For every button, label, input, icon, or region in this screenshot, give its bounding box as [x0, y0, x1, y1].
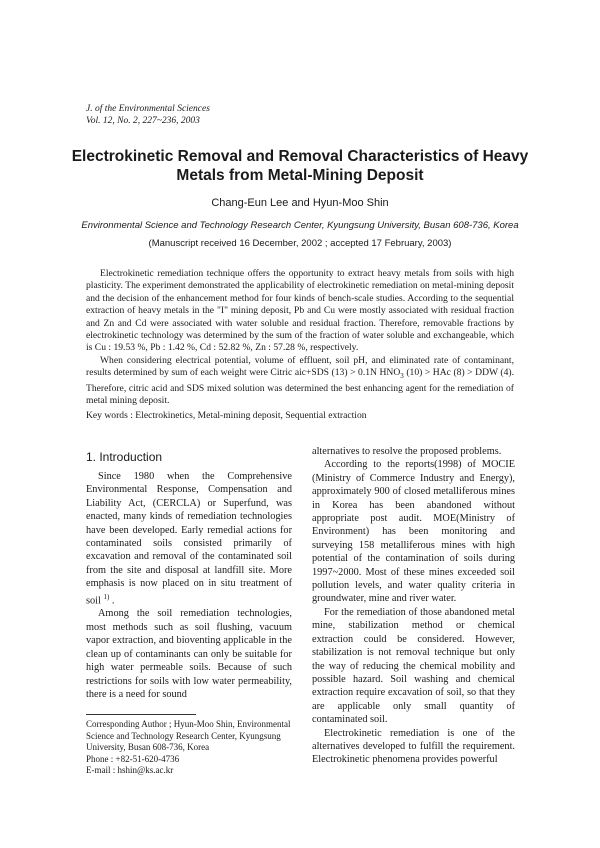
intro-paragraph-2: Among the soil remediation technologies, most methods such as soil flushing, vacuum vapor extraction, and bioventing applicable in the clean up of contaminants can only be suitable for high water permeable soils. Because of such restrictions for soils with low water permeability, there is a need for sound — [86, 608, 292, 700]
right-column — [312, 445, 515, 767]
abstract — [86, 268, 514, 407]
corresponding-author-footnote: Corresponding Author ; Hyun-Moo Shin, Environmental Science and Technology Research Center, Kyungsung University, Busan 608-736, Korea Phone : +82-51-620-4736 E-mail : hshin@ks.ac.kr — [86, 719, 291, 775]
keywords: Key words : Electrokinetics, Metal-mining deposit, Sequential extraction — [86, 410, 367, 421]
manuscript-dates: (Manuscript received 16 December, 2002 ; accepted 17 February, 2003) — [148, 238, 452, 249]
intro-paragraph-4: For the remediation of those abandoned metal mine, stabilization method or chemical extraction could be considered. However, stabilization is not removal technique but only the way of reducing the chemical mobility and possible hazard. Soil washing and chemical extraction require excavation of soil, so that they are applicable only small quantity of contaminated soil. — [312, 606, 515, 726]
paper-authors: Chang-Eun Lee and Hyun-Moo Shin — [211, 197, 389, 209]
journal-citation — [86, 103, 210, 127]
intro-paragraph-5: Electrokinetic remediation is one of the alternatives developed to fulfill the requirement. Electrokinetic phenomena provides powerful — [312, 727, 515, 766]
journal-name: J. of the Environmental Sciences — [86, 104, 210, 114]
paper-title: Electrokinetic Removal and Removal Characteristics of Heavy Metals from Metal-Mining Deposit — [71, 148, 529, 184]
intro-paragraph-1: Since 1980 when the Comprehensive Environmental Response, Compensation and Liability Act, (CERCLA) or Superfund, was enacted, many kinds of remediation technologies have been developed. Early remedial actions for contaminated soils consisted primarily of excavation and removal of the contaminated soil from the site and disposal at landfill site. More emphasis is now placed on in situ treatment of soil $^{1)}$ . — [86, 471, 292, 607]
abstract-paragraph-1: Electrokinetic remediation technique offers the opportunity to extract heavy metals from soils with high plasticity. The experiment demonstrated the applicability of electrokinetic remediation on metal-mining deposit and the decision of the enhancement method for four kinds of bench-scale studies. According to the sequential extraction of heavy metals in the "I" mining deposit, Pb and Cu were mostly associated with residual fraction and Zn and Cd were associated with water soluble and residual fraction. Therefore, removable fractions by electrokinetic technology was determined by the sum of the fraction of water soluble and exchangeable, which is Cu : 19.53 %, Pb : 1.42 %, Cd : 52.82 %, Zn : 57.28 %, respectively. — [86, 268, 514, 354]
intro-paragraph-continued: alternatives to resolve the proposed problems. — [312, 446, 502, 457]
abstract-paragraph-2: When considering electrical potential, volume of effluent, soil pH, and eliminated rate of contaminant, results determined by sum of each weight were Citric aic+SDS (13) > 0.1N $HNO_3$ (10) > HAc (8) > DDW (4). Therefore, citric acid and SDS mixed solution was determined the best enhancing agent for the remediation of metal mining deposit. — [86, 354, 514, 406]
author-affiliation: Environmental Science and Technology Research Center, Kyungsung University, Busan 608-736, Korea — [81, 220, 519, 231]
footnote-divider — [86, 714, 196, 715]
left-column — [86, 470, 292, 701]
journal-volume: Vol. 12, No. 2, 227~236, 2003 — [86, 116, 200, 126]
section-heading-introduction: 1. Introduction — [86, 450, 163, 464]
intro-paragraph-3: According to the reports(1998) of MOCIE (Ministry of Commerce Industry and Energy), approximately 900 of closed metalliferous mines in Korea has been abandoned without appropriate post audit. MOE(Ministry of Environment) has been monitoring and surveying 158 metalliferous mines with high potential of the contamination of soils during 1997~2000. Most of these mines exceeded soil pollution levels, and water quality criteria in groundwater, mine and river water. — [312, 459, 515, 605]
reference-marker: 1) — [103, 592, 110, 601]
